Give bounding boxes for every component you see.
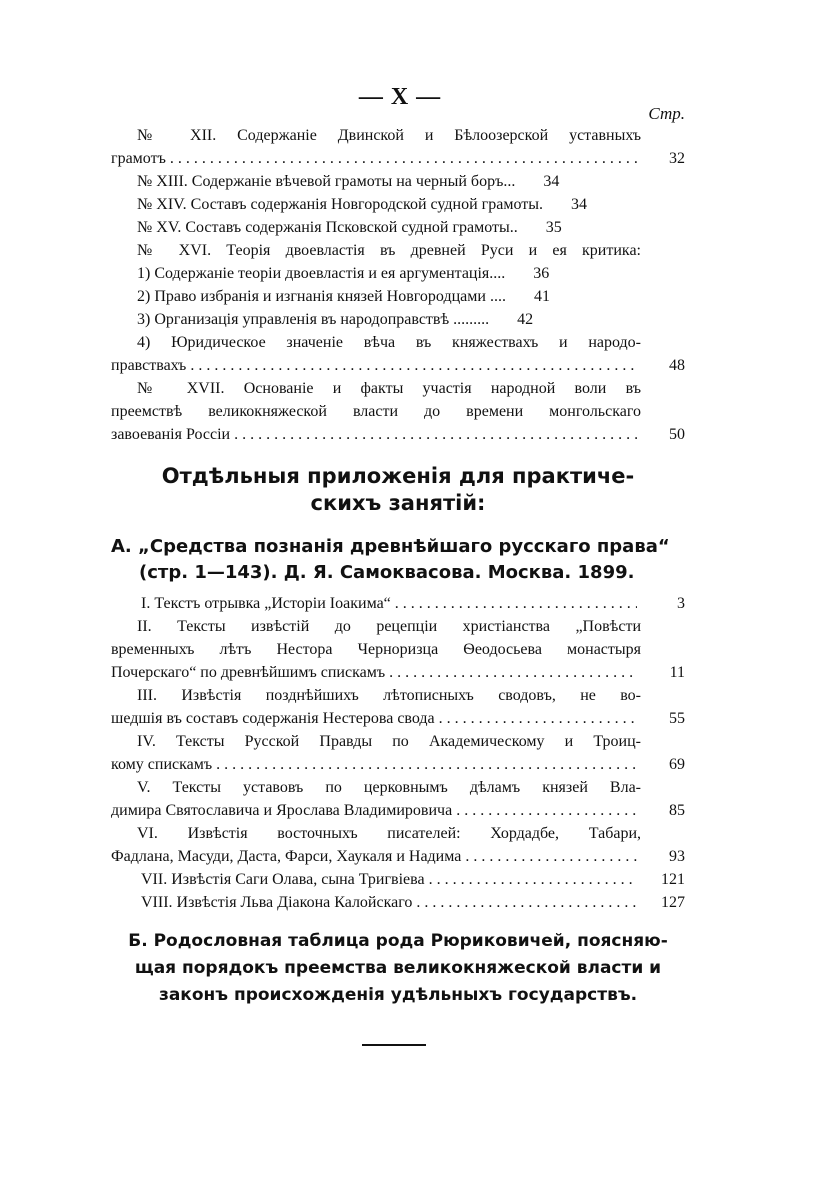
toc-entry-line <box>111 891 685 914</box>
toc-entry-line <box>111 124 685 147</box>
toc-entry-text: № XVI. Теорія двоевластія въ древней Руси и ея критика: <box>137 242 641 259</box>
closing-rule <box>362 1044 426 1046</box>
section-title-appendices <box>111 463 685 517</box>
subsection-b-line-1: Б. Родословная таблица рода Рюриковичей, поясняю- <box>128 931 668 951</box>
toc-entry-text: № XII. Содержаніе Двинской и Бѣлоозерской уставныхъ <box>137 127 641 144</box>
toc-entry-line <box>111 170 685 193</box>
toc-appendix-a-list <box>111 592 685 914</box>
dot-leader <box>170 147 637 170</box>
subsection-a-line-1: А. „Средства познанія древнѣйшаго русскаго права“ <box>111 536 670 557</box>
toc-page-number: 42 <box>517 311 534 328</box>
dot-leader <box>416 891 637 914</box>
toc-page-number: 34 <box>570 196 587 213</box>
toc-entry-text: правствахъ <box>111 357 187 374</box>
toc-entry-line <box>111 730 685 753</box>
toc-page-number: 55 <box>669 710 685 727</box>
subsection-b-line-3: законъ происхожденія удѣльныхъ государствъ. <box>158 985 638 1005</box>
toc-entry-text: VI. Извѣстія восточныхъ писателей: Хордадбе, Табари, <box>137 825 641 842</box>
section-title-line-1: Отдѣльныя приложенія для практиче- <box>161 464 635 488</box>
toc-entry-text: димира Святославича и Ярослава Владимировича <box>111 802 453 819</box>
toc-entry-text: временныхъ лѣтъ Нестора Черноризца Ѳеодосьева монастыря <box>111 641 641 658</box>
dot-leader <box>429 868 637 891</box>
toc-entry-line <box>111 661 685 684</box>
dot-leader <box>190 354 637 377</box>
toc-entry-text: шедшія въ составъ содержанія Нестерова свода <box>111 710 435 727</box>
toc-page-number: 3 <box>677 595 685 612</box>
toc-page-number: 121 <box>661 871 685 888</box>
toc-entry-line <box>111 776 685 799</box>
dot-leader <box>389 661 637 684</box>
toc-page-number: 93 <box>669 848 685 865</box>
toc-entry-text: VII. Извѣстія Саги Олава, сына Тригвіева <box>141 871 425 888</box>
toc-entry-text: V. Тексты уставовъ по церковнымъ дѣламъ князей Вла- <box>137 779 641 796</box>
toc-entry-text: 2) Право избранія и изгнанія князей Новгородцами .... <box>137 288 506 305</box>
toc-page-number: 34 <box>543 173 560 190</box>
toc-entry-text: 3) Организація управленія въ народоправствѣ ......... <box>137 311 490 328</box>
toc-page-number: 36 <box>533 265 550 282</box>
toc-entry-line <box>111 753 685 776</box>
subsection-a-line-2: (стр. 1—143). Д. Я. Самоквасова. Москва. 1899. <box>139 562 635 583</box>
toc-entry-text: завоеванія Россіи <box>111 426 231 443</box>
dot-leader <box>234 423 637 446</box>
toc-entry-line <box>111 638 685 661</box>
toc-page-number: 41 <box>533 288 550 305</box>
toc-entry-text: 4) Юридическое значеніе вѣча въ княжествахъ и народо- <box>137 334 641 351</box>
subsection-b-heading <box>111 928 685 1009</box>
toc-entry-text: № XV. Составъ содержанія Псковской судной грамоты.. <box>137 219 518 236</box>
toc-entry-text: № XIV. Составъ содержанія Новгородской судной грамоты. <box>137 196 543 213</box>
toc-entry-line <box>111 308 685 331</box>
toc-entry-line <box>111 615 685 638</box>
toc-page-number: 85 <box>669 802 685 819</box>
toc-entry-text: III. Извѣстія позднѣйшихъ лѣтописныхъ сводовъ, не во- <box>137 687 641 704</box>
toc-page-number: 50 <box>669 426 685 443</box>
dot-leader <box>395 592 637 615</box>
toc-page-number: 127 <box>661 894 685 911</box>
toc-entry-line <box>111 684 685 707</box>
subsection-a-heading <box>111 534 685 586</box>
toc-entry-line <box>111 868 685 891</box>
subsection-b-line-2: щая порядокъ преемства великокняжеской власти и <box>134 958 662 978</box>
toc-entry-line <box>111 239 685 262</box>
toc-page-number: 48 <box>669 357 685 374</box>
toc-entry-line <box>111 354 685 377</box>
toc-entry-line <box>111 423 685 446</box>
toc-entry-line <box>111 377 685 400</box>
toc-entry-line <box>111 799 685 822</box>
toc-entry-line <box>111 822 685 845</box>
toc-entry-line <box>111 331 685 354</box>
toc-entry-text: № XVII. Основаніе и факты участія народной воли въ <box>137 380 641 397</box>
dot-leader <box>216 753 637 776</box>
toc-entry-line <box>111 285 685 308</box>
toc-page-number: 35 <box>545 219 562 236</box>
section-title-line-2: скихъ занятій: <box>310 491 486 515</box>
page-header-roman-numeral: — X — <box>358 84 442 110</box>
toc-entry-text: VIII. Извѣстія Льва Діакона Калойскаго <box>141 894 413 911</box>
toc-entry-text: Фадлана, Масуди, Даста, Фарси, Хаукаля и Надима <box>111 848 462 865</box>
dot-leader <box>439 707 637 730</box>
toc-entry-line <box>111 707 685 730</box>
toc-entry-line <box>111 262 685 285</box>
toc-entry-text: 1) Содержаніе теоріи двоевластія и ея аргументація.... <box>137 265 506 282</box>
toc-entry-line <box>111 216 685 239</box>
toc-entry-line <box>111 845 685 868</box>
toc-entry-text: Почерскаго“ по древнѣйшимъ спискамъ <box>111 664 386 681</box>
toc-entry-text: преемствѣ великокняжеской власти до времени монгольскаго <box>111 403 641 420</box>
toc-entry-line <box>111 147 685 170</box>
toc-page-number: 11 <box>669 664 685 681</box>
toc-page-number: 32 <box>669 150 685 167</box>
toc-entry-text: кому спискамъ <box>111 756 213 773</box>
toc-entry-line <box>111 400 685 423</box>
toc-page-number: 69 <box>669 756 685 773</box>
toc-entry-text: II. Тексты извѣстій до рецепціи христіанства „Повѣсти <box>137 618 641 635</box>
toc-entry-text: IV. Тексты Русской Правды по Академическому и Троиц- <box>137 733 641 750</box>
toc-entry-text: грамотъ <box>111 150 166 167</box>
dot-leader <box>465 845 637 868</box>
page-column-label: Стр. <box>648 104 685 123</box>
toc-main-list <box>111 124 685 446</box>
toc-entry-line <box>111 592 685 615</box>
toc-entry-line <box>111 193 685 216</box>
toc-entry-text: I. Текстъ отрывка „Исторіи Іоакима“ <box>141 595 391 612</box>
dot-leader <box>456 799 637 822</box>
toc-entry-text: № XIII. Содержаніе вѣчевой грамоты на черный боръ... <box>137 173 516 190</box>
